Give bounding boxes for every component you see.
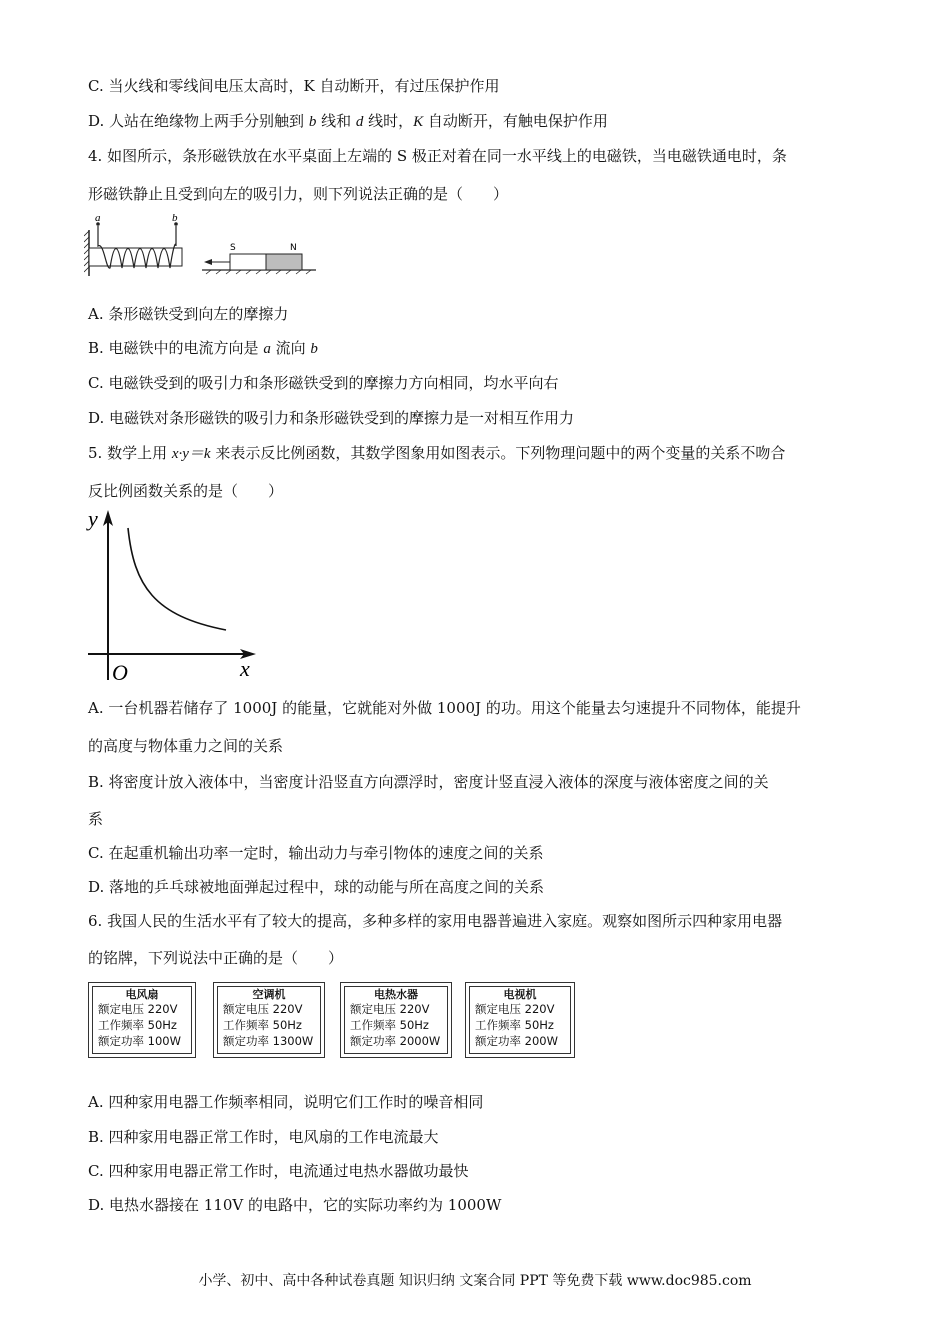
q5-option-a-line-2: 的高度与物体重力之间的关系 [88,737,284,755]
q4-stem-line-1: 4. 如图所示，条形磁铁放在水平桌面上左端的 S 极正对着在同一水平线上的电磁铁，当电磁铁通电时，条 [88,147,787,165]
q6-stem-line-1: 6. 我国人民的生活水平有了较大的提高，多种多样的家用电器普遍进入家庭。观察如图所示四种家用电器 [88,912,783,930]
q6-option-c: C. 四种家用电器正常工作时，电流通过电热水器做功最快 [88,1162,469,1180]
q6-option-a: A. 四种家用电器工作频率相同，说明它们工作时的噪音相同 [88,1093,484,1111]
nameplate-voltage: 额定电压 220V [98,1002,178,1016]
terminal-a-label: a [95,212,101,224]
nameplate-title: 电热水器 [374,988,418,1001]
nameplate-power: 额定功率 200W [475,1034,558,1048]
q4-option-d: D. 电磁铁对条形磁铁的吸引力和条形磁铁受到的摩擦力是一对相互作用力 [88,409,575,427]
q5-stem-line-1: 5. 数学上用 x·y＝k 来表示反比例函数，其数学图象用如图表示。下列物理问题中的两个变量的关系不吻合 [88,444,786,462]
nameplate-voltage: 额定电压 220V [223,1002,303,1016]
q5-stem-line-2: 反比例函数关系的是（ ） [88,482,284,500]
nameplate-air-conditioner [213,982,325,1058]
nameplate-water-heater [340,982,452,1058]
q5-option-b-line-1: B. 将密度计放入液体中，当密度计沿竖直方向漂浮时，密度计竖直浸入液体的深度与液体密度之间的关 [88,773,769,791]
nameplate-title: 电风扇 [125,988,159,1001]
q5-option-d: D. 落地的乒乓球被地面弹起过程中，球的动能与所在高度之间的关系 [88,878,545,896]
q4-option-c: C. 电磁铁受到的吸引力和条形磁铁受到的摩擦力方向相同，均水平向右 [88,374,559,392]
nameplate-voltage: 额定电压 220V [350,1002,430,1016]
graph-origin-label: O [112,660,128,685]
q6-option-b: B. 四种家用电器正常工作时，电风扇的工作电流最大 [88,1128,439,1146]
nameplate-frequency: 工作频率 50Hz [223,1018,302,1032]
q4-option-a: A. 条形磁铁受到向左的摩擦力 [88,305,289,323]
nameplate-frequency: 工作频率 50Hz [98,1018,177,1032]
page-footer: 小学、初中、高中各种试卷真题 知识归纳 文案合同 PPT 等免费下载 www.doc985.com [198,1273,752,1289]
graph-y-label: y [88,506,98,531]
magnet-s-label: S [230,243,236,253]
q3-option-c: C. 当火线和零线间电压太高时，K 自动断开，有过压保护作用 [88,77,500,95]
nameplate-power: 额定功率 100W [98,1034,181,1048]
q5-option-a-line-1: A. 一台机器若储存了 1000J 的能量，它就能对外做 1000J 的功。用这个能量去匀速提升不同物体，能提升 [88,699,801,717]
q6-option-d: D. 电热水器接在 110V 的电路中，它的实际功率约为 1000W [88,1196,502,1214]
nameplate-voltage: 额定电压 220V [475,1002,555,1016]
magnet-n-label: N [290,243,297,253]
inverse-proportion-graph [84,506,264,686]
nameplate-frequency: 工作频率 50Hz [475,1018,554,1032]
q5-option-c: C. 在起重机输出功率一定时，输出动力与牵引物体的速度之间的关系 [88,844,544,862]
q4-stem-line-2: 形磁铁静止且受到向左的吸引力，则下列说法正确的是（ ） [88,185,509,203]
electromagnet-figure [84,212,324,278]
terminal-b-label: b [172,212,178,224]
q6-stem-line-2: 的铭牌，下列说法中正确的是（ ） [88,949,344,967]
nameplate-power: 额定功率 2000W [350,1034,441,1048]
nameplate-frequency: 工作频率 50Hz [350,1018,429,1032]
nameplate-title: 空调机 [252,988,286,1001]
nameplate-title: 电视机 [503,988,537,1001]
q4-option-b: B. 电磁铁中的电流方向是 a 流向 b [88,339,318,357]
q5-option-b-line-2: 系 [88,810,104,828]
graph-x-label: x [240,656,250,681]
nameplate-television [465,982,575,1058]
q3-option-d: D. 人站在绝缘物上两手分别触到 b 线和 d 线时，K 自动断开，有触电保护作用 [88,112,608,130]
nameplate-electric-fan [88,982,196,1058]
nameplate-power: 额定功率 1300W [223,1034,314,1048]
